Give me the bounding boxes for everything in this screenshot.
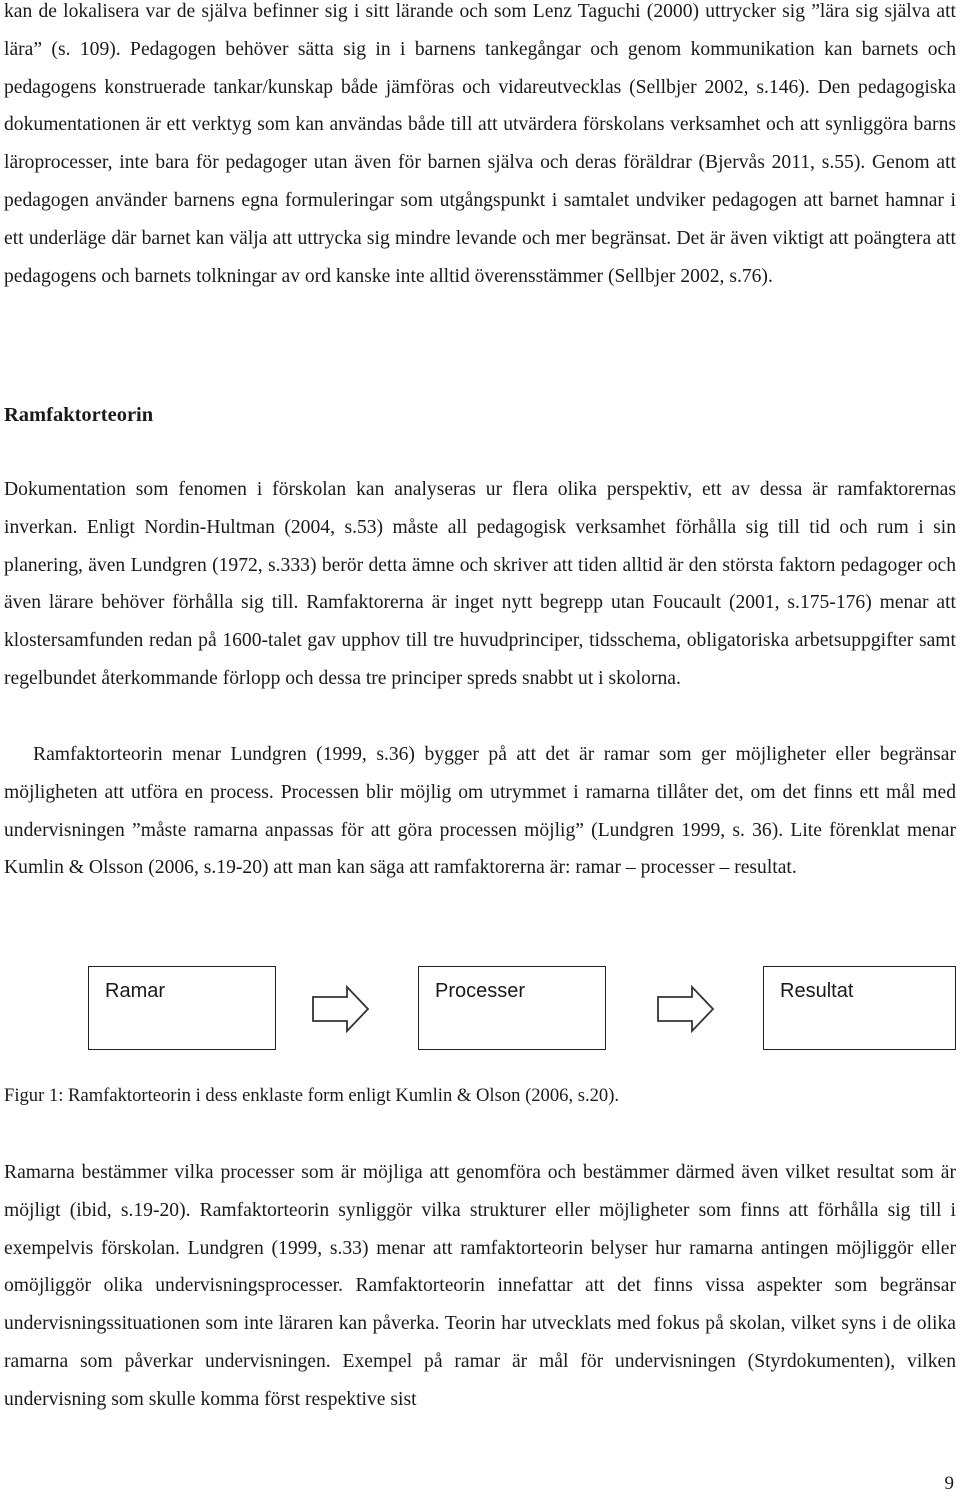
diagram-box-ramar: Ramar	[88, 966, 276, 1050]
paragraph-pedagogical-documentation: kan de lokalisera var de själva befinner sig i sitt lärande och som Lenz Taguchi (2000) uttrycker sig ”lära sig själva att lära” (s. 109). Pedagogen behöver sätta sig in i barnens tankegångar och genom kommunikation kan barnets och pedagogens konstruerade tankar/kunskap både jämföras och vidareutvecklas (Sellbjer 2002, s.146). Den pedagogiska dokumentationen är ett verktyg som kan användas både till att utvärdera förskolans verksamhet och att synliggöra barns läroprocesser, inte bara för pedagoger utan även för barnen själva och deras föräldrar (Bjervås 2011, s.55). Genom att pedagogen använder barnens egna formuleringar som utgångspunkt i samtalet undviker pedagogen att barnet hamnar i ett underläge där barnet kan välja att uttrycka sig mindre levande och mer begränsat. Det är även viktigt att poängtera att pedagogens och barnets tolkningar av ord kanske inte alltid överensstämmer (Sellbjer 2002, s.76).	[4, 1, 956, 287]
paragraph-frame-factors-intro: Dokumentation som fenomen i förskolan kan analyseras ur flera olika perspektiv, ett av dessa är ramfaktorernas inverkan. Enligt Nordin-Hultman (2004, s.53) måste all pedagogisk verksamhet förhålla sig till tid och rum i sin planering, även Lundgren (1972, s.333) berör detta ämne och skriver att tiden alltid är den största faktorn pedagoger och även lärare behöver förhålla sig till. Ramfaktorerna är inget nytt begrepp utan Foucault (2001, s.175-176) menar att klostersamfunden redan på 1600-talet gav upphov till tre huvudprinciper, tidsschema, obligatoriska arbetsuppgifter samt regelbundet återkommande förlopp och dessa tre principer spreds snabbt ut i skolorna.	[4, 479, 956, 689]
arrow-right-icon	[656, 984, 716, 1034]
figure-caption: Figur 1: Ramfaktorteorin i dess enklaste form enligt Kumlin & Olson (2006, s.20).	[4, 1085, 620, 1106]
diagram-box-resultat: Resultat	[763, 966, 956, 1050]
figure-frame-factor-diagram	[4, 960, 956, 1060]
diagram-box-processer: Processer	[418, 966, 606, 1050]
paragraph-frame-factors-theory: Ramfaktorteorin menar Lundgren (1999, s.36) bygger på att det är ramar som ger möjligheter eller begränsar möjligheten att utföra en process. Processen blir möjlig om utrymmet i ramarna tillåter det, om det finns ett mål med undervisningen ”måste ramarna anpassas för att göra processen möjlig” (Lundgren 1999, s. 36). Lite förenklat menar Kumlin & Olsson (2006, s.19-20) att man kan säga att ramfaktorerna är: ramar – processer – resultat.	[4, 744, 956, 879]
paragraph-frames-determine-processes: Ramarna bestämmer vilka processer som är möjliga att genomföra och bestämmer därmed även vilket resultat som är möjligt (ibid, s.19-20). Ramfaktorteorin synliggör vilka strukturer eller möjligheter som finns att förhålla sig till i exempelvis förskolan. Lundgren (1999, s.33) menar att ramfaktorteorin belyser hur ramarna antingen möjliggör eller omöjliggör olika undervisningsprocesser. Ramfaktorteorin innefattar att det finns vissa aspekter som begränsar undervisningssituationen som inte läraren kan påverka. Teorin har utvecklats med fokus på skolan, vilket syns i de olika ramarna som påverkar undervisningen. Exempel på ramar är mål för undervisningen (Styrdokumenten), vilken undervisning som skulle komma först respektive sist	[4, 1162, 956, 1410]
arrow-right-icon	[311, 984, 371, 1034]
section-heading: Ramfaktorteorin	[4, 404, 154, 426]
page-number: 9	[944, 1473, 954, 1494]
